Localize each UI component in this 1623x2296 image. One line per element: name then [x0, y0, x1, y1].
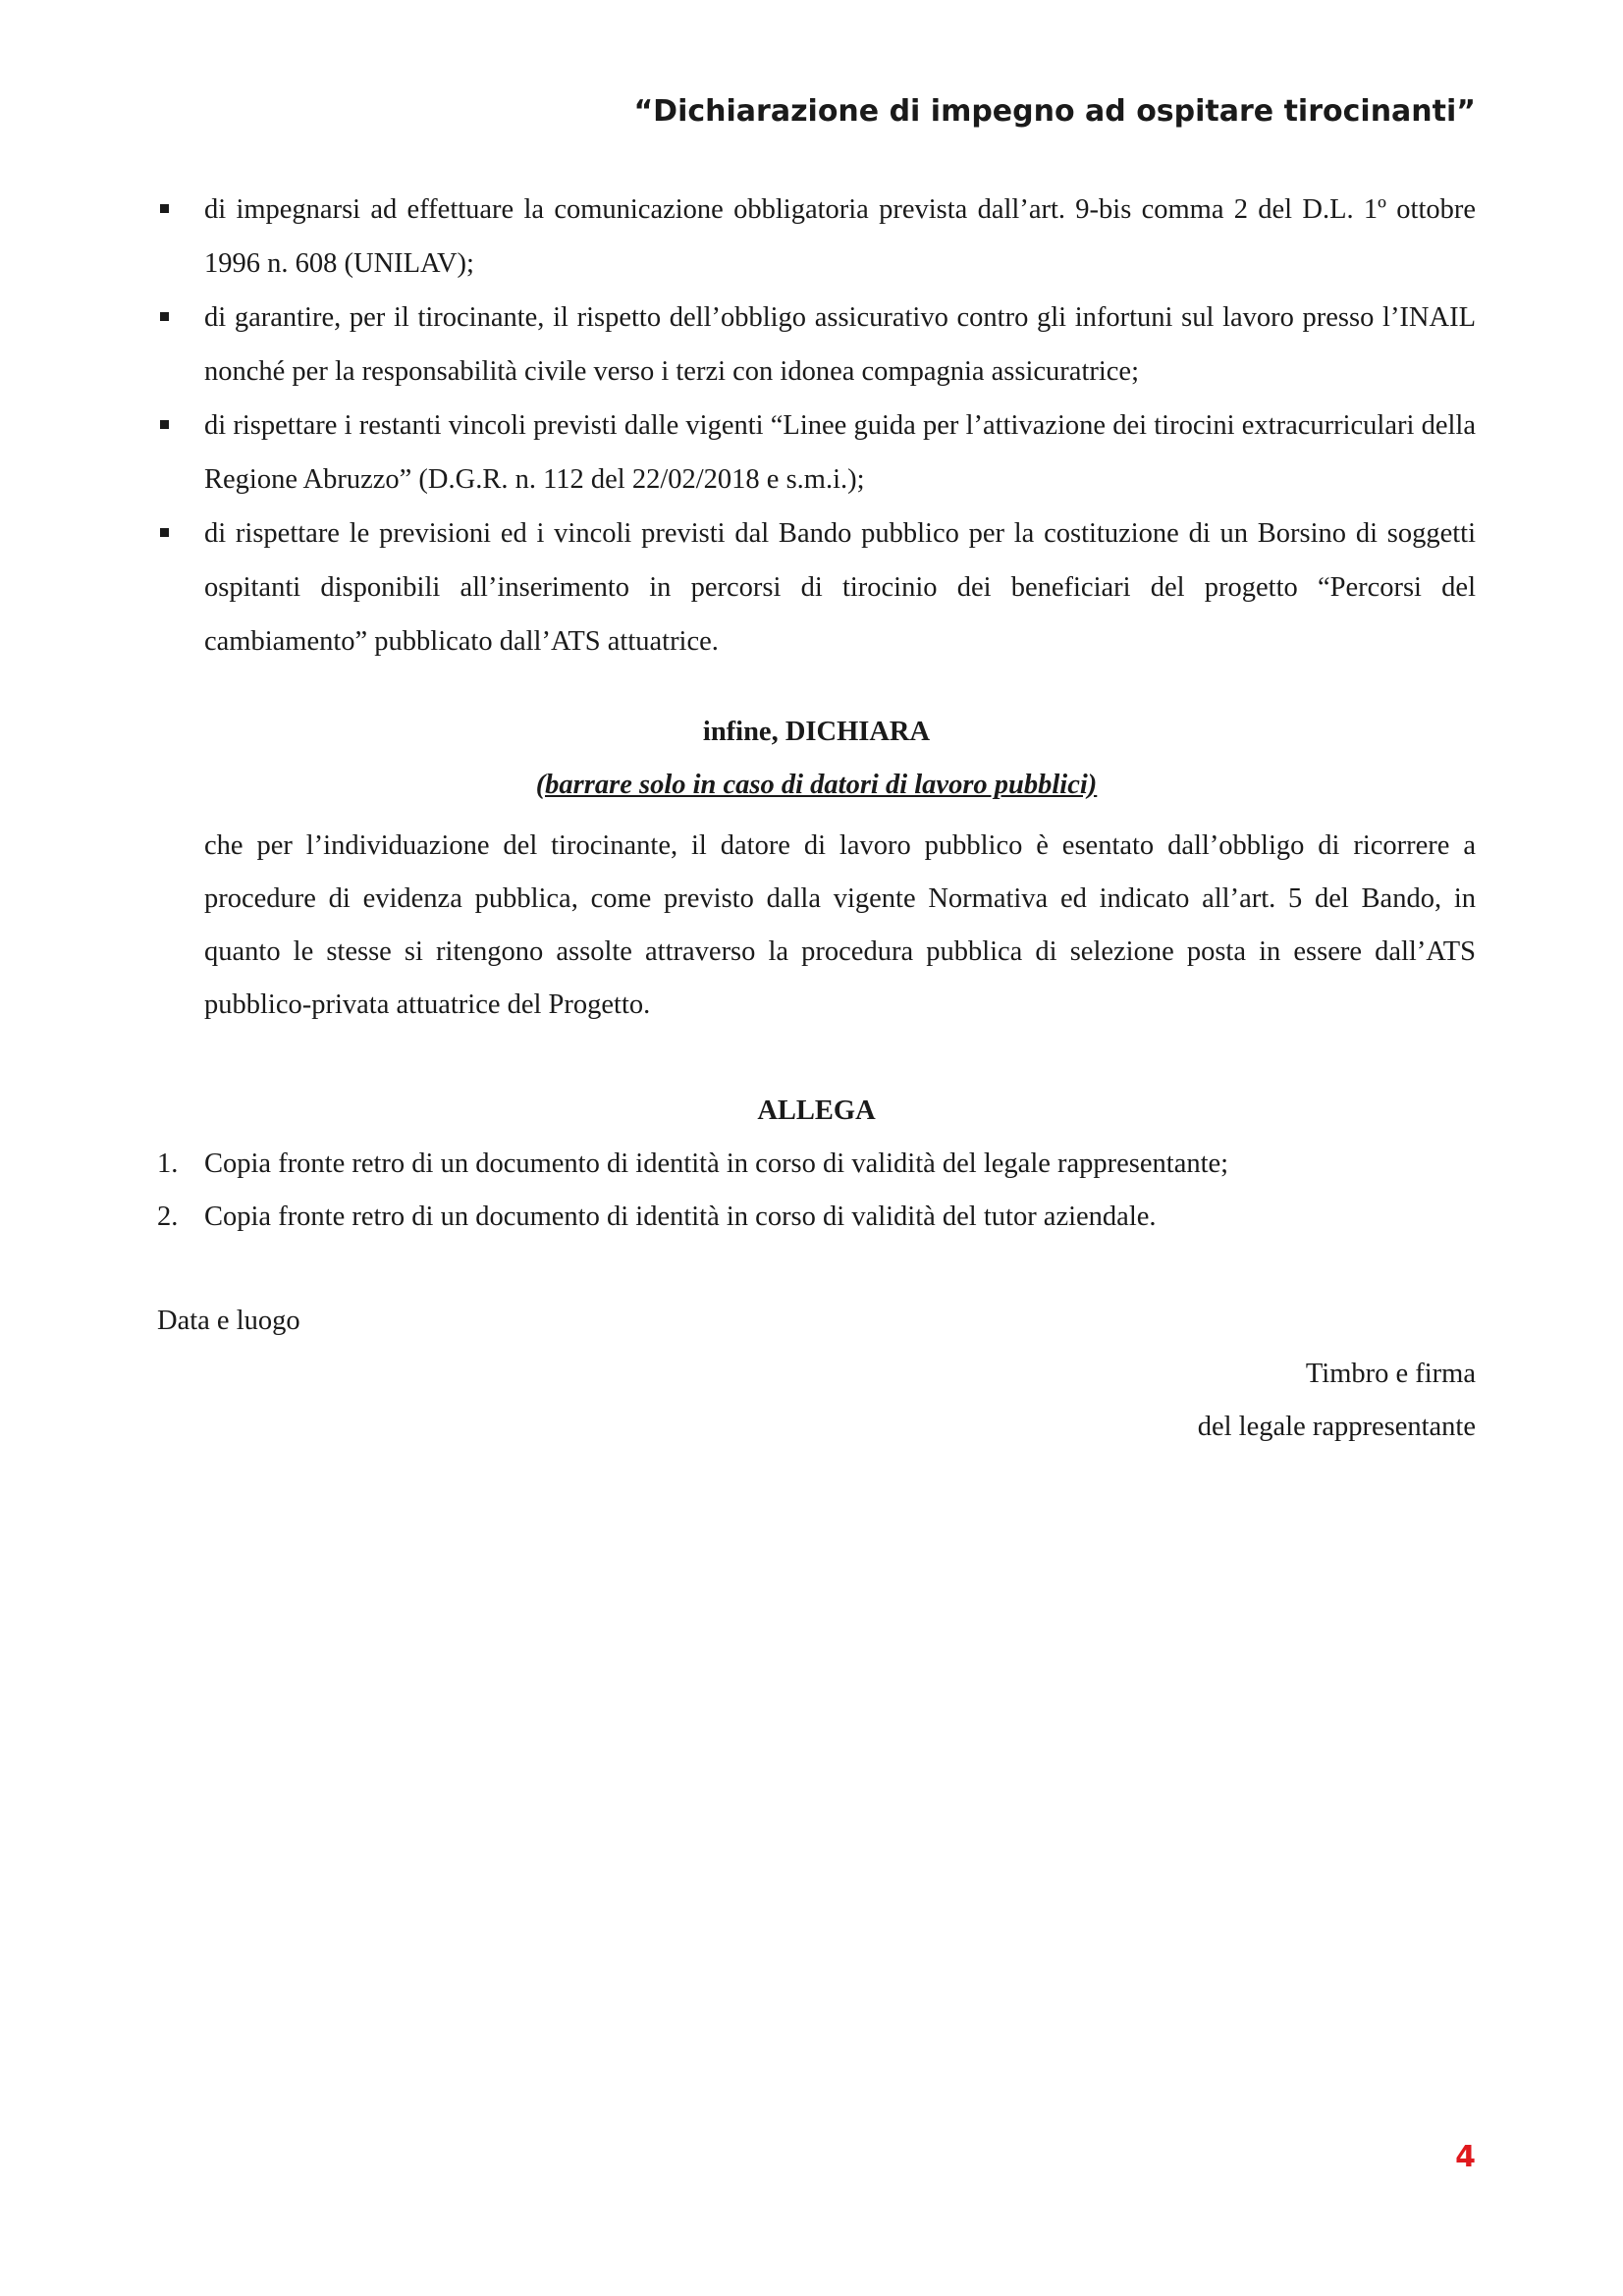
list-item-text: di garantire, per il tirocinante, il rispetto dell’obbligo assicurativo contro gli infortuni sul lavoro presso l’INAIL nonché per la responsabilità civile verso i terzi con idonea compagnia assicuratrice; — [204, 302, 1476, 387]
square-bullet-icon — [160, 420, 169, 429]
dichiara-note: (barrare solo in caso di datori di lavoro pubblici) — [535, 770, 1098, 800]
document-header-title: “Dichiarazione di impegno ad ospitare tirocinanti” — [633, 94, 1476, 129]
attachments-list — [157, 1138, 1476, 1244]
list-item — [157, 399, 1476, 507]
list-item — [157, 507, 1476, 668]
list-item — [157, 1138, 1476, 1191]
list-item-text: di rispettare le previsioni ed i vincoli previsti dal Bando pubblico per la costituzione di un Borsino di soggetti ospitanti disponibili all’inserimento in percorsi di tirocinio dei beneficiari del progetto “Percorsi del cambiamento” pubblicato dall’ATS attuatrice. — [204, 518, 1476, 657]
list-item-text: di rispettare i restanti vincoli previsti dalle vigenti “Linee guida per l’attivazione dei tirocini extracurriculari della Regione Abruzzo” (D.G.R. n. 112 del 22/02/2018 e s.m.i.); — [204, 410, 1476, 495]
dichiara-heading: infine, DICHIARA — [702, 717, 931, 747]
signature-label-line2: del legale rappresentante — [1197, 1412, 1476, 1442]
list-item-text: Copia fronte retro di un documento di identità in corso di validità del tutor aziendale. — [204, 1201, 1157, 1232]
square-bullet-icon — [160, 312, 169, 321]
signature-label-line1: Timbro e firma — [1305, 1359, 1476, 1389]
list-item-number: 2. — [157, 1201, 179, 1232]
page-number: 4 — [1455, 2140, 1476, 2174]
list-item-number: 1. — [157, 1148, 179, 1179]
list-item — [157, 291, 1476, 399]
list-item — [157, 183, 1476, 291]
list-item-text: Copia fronte retro di un documento di identità in corso di validità del legale rappresentante; — [204, 1148, 1229, 1179]
dichiara-paragraph: che per l’individuazione del tirocinante, il datore di lavoro pubblico è esentato dall’obbligo di ricorrere a procedure di evidenza pubblica, come previsto dalla vigente Normativa ed indicato all’art. 5 del Bando, in quanto le stesse si ritengono assolte attraverso la procedura pubblica di selezione posta in essere dall’ATS pubblico-privata attuatrice del Progetto. — [204, 830, 1476, 1020]
list-item — [157, 1191, 1476, 1244]
list-item-text: di impegnarsi ad effettuare la comunicazione obbligatoria prevista dall’art. 9-bis comma 2 del D.L. 1º ottobre 1996 n. 608 (UNILAV); — [204, 194, 1476, 279]
document-content — [157, 183, 1476, 1454]
date-place-label: Data e luogo — [157, 1306, 300, 1336]
allega-heading: ALLEGA — [757, 1095, 876, 1126]
square-bullet-icon — [160, 528, 169, 537]
square-bullet-icon — [160, 204, 169, 213]
obligations-list — [157, 183, 1476, 668]
